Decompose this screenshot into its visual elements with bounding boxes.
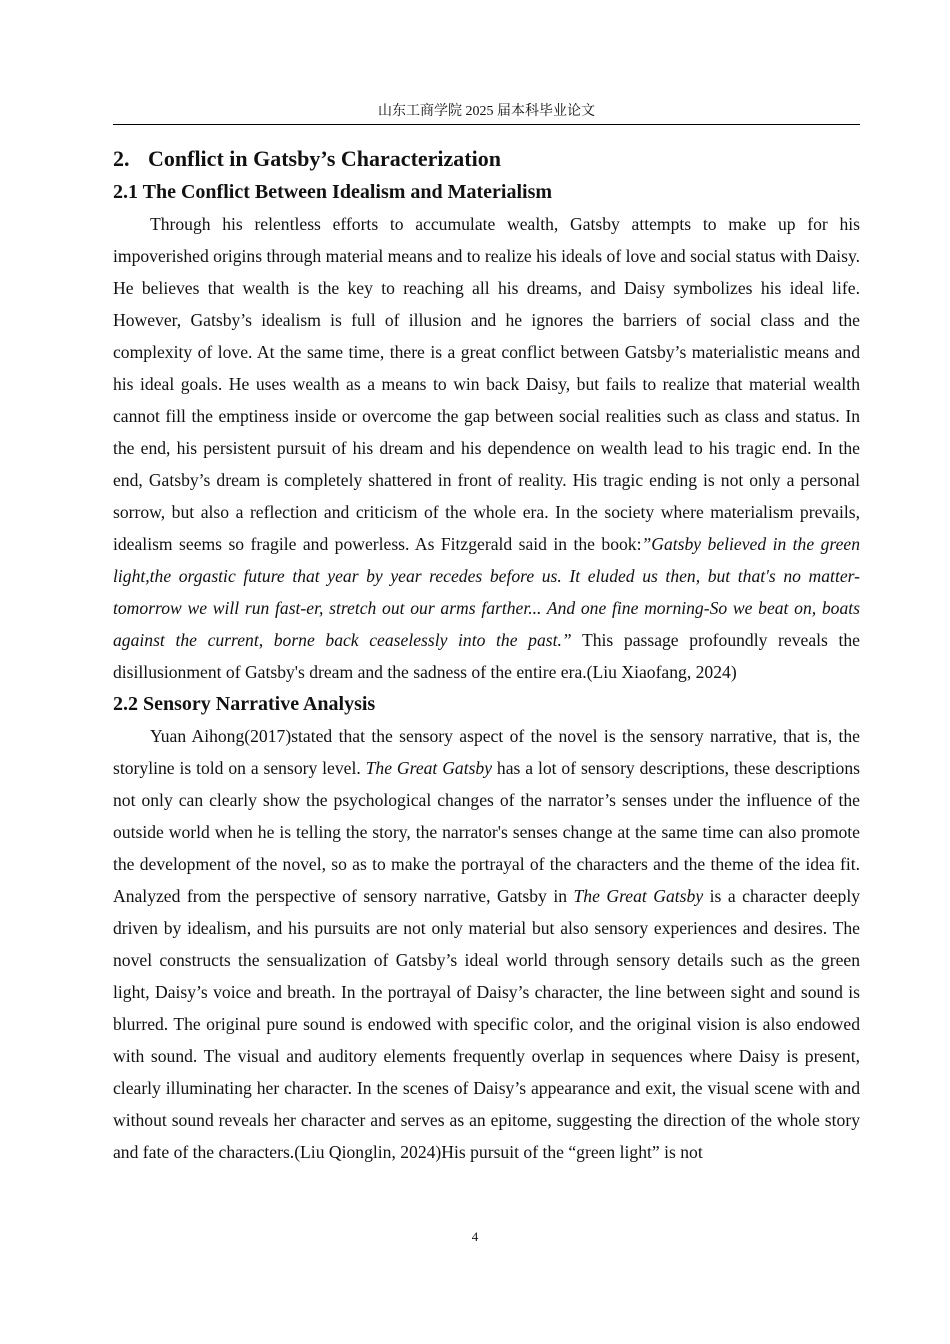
book-title: The Great Gatsby [573, 886, 704, 906]
subsection-heading-2-1: 2.1 The Conflict Between Idealism and Materialism [113, 181, 553, 203]
document-body [113, 142, 860, 1168]
fitzgerald-quote: ”Gatsby believed in the green light,the orgastic future that year by year recedes before us. It eluded us then, but that's no matter-tomorrow we will run fast-er, stretch out our arms farther... And one fine morning-So we beat on, boats against the current, borne back ceaselessly into the past.” [113, 534, 860, 650]
paragraph-text: is a character deeply driven by idealism, and his pursuits are not only material but also sensory experiences and desires. The novel constructs the sensualization of Gatsby’s ideal world through sensory details such as the green light, Daisy’s voice and breath. In the portrayal of Daisy’s character, the line between sight and sound is blurred. The original pure sound is endowed with specific color, and the original vision is also endowed with sound. The visual and auditory elements frequently overlap in sequences where Daisy is present, clearly illuminating her character. In the scenes of Daisy’s appearance and exit, the visual scene with and without sound reveals her character and serves as an epitome, suggesting the direction of the whole story and fate of the characters.(Liu Qionglin, 2024)His pursuit of the “green light” is not [113, 886, 861, 1162]
subsection-heading-2-2: 2.2 Sensory Narrative Analysis [113, 693, 376, 715]
book-title: The Great Gatsby [365, 758, 493, 778]
page-header: 山东工商学院 2025 届本科毕业论文 [113, 100, 860, 125]
paragraph-sensory-narrative [113, 720, 860, 1168]
paragraph-idealism-materialism [113, 208, 860, 688]
paragraph-text: Through his relentless efforts to accumulate wealth, Gatsby attempts to make up for his impoverished origins through material means and to realize his ideals of love and social status with Daisy. He believes that wealth is the key to reaching all his dreams, and Daisy symbolizes his ideal life. However, Gatsby’s idealism is full of illusion and he ignores the barriers of social class and the complexity of love. At the same time, there is a great conflict between Gatsby’s materialistic means and his ideal goals. He uses wealth as a means to win back Daisy, but fails to realize that material wealth cannot fill the emptiness inside or overcome the gap between social realities such as class and status. In the end, his persistent pursuit of his dream and his dependence on wealth lead to his tragic end. In the end, Gatsby’s dream is completely shattered in front of reality. His tragic ending is not only a personal sorrow, but also a reflection and criticism of the whole era. In the society where materialism prevails, idealism seems so fragile and powerless. As Fitzgerald said in the book: [113, 214, 860, 554]
section-heading [113, 142, 860, 176]
section-title: Conflict in Gatsby’s Characterization [148, 146, 501, 171]
paragraph-text: This passage profoundly reveals the disillusionment of Gatsby's dream and the sadness of the entire era.(Liu Xiaofang, 2024) [113, 630, 860, 682]
page-number: 4 [471, 1229, 479, 1244]
paragraph-text: has a lot of sensory descriptions, these descriptions not only can clearly show the psychological changes of the narrator’s senses under the influence of the outside world when he is telling the story, the narrator's senses change at the same time can also promote the development of the novel, so as to make the portrayal of the characters and the theme of the idea fit. Analyzed from the perspective of sensory narrative, Gatsby in [113, 758, 860, 906]
section-number: 2. [113, 146, 130, 171]
paragraph-text: Yuan Aihong(2017)stated that the sensory aspect of the novel is the sensory narrative, that is, the storyline is told on a sensory level. [113, 726, 860, 778]
